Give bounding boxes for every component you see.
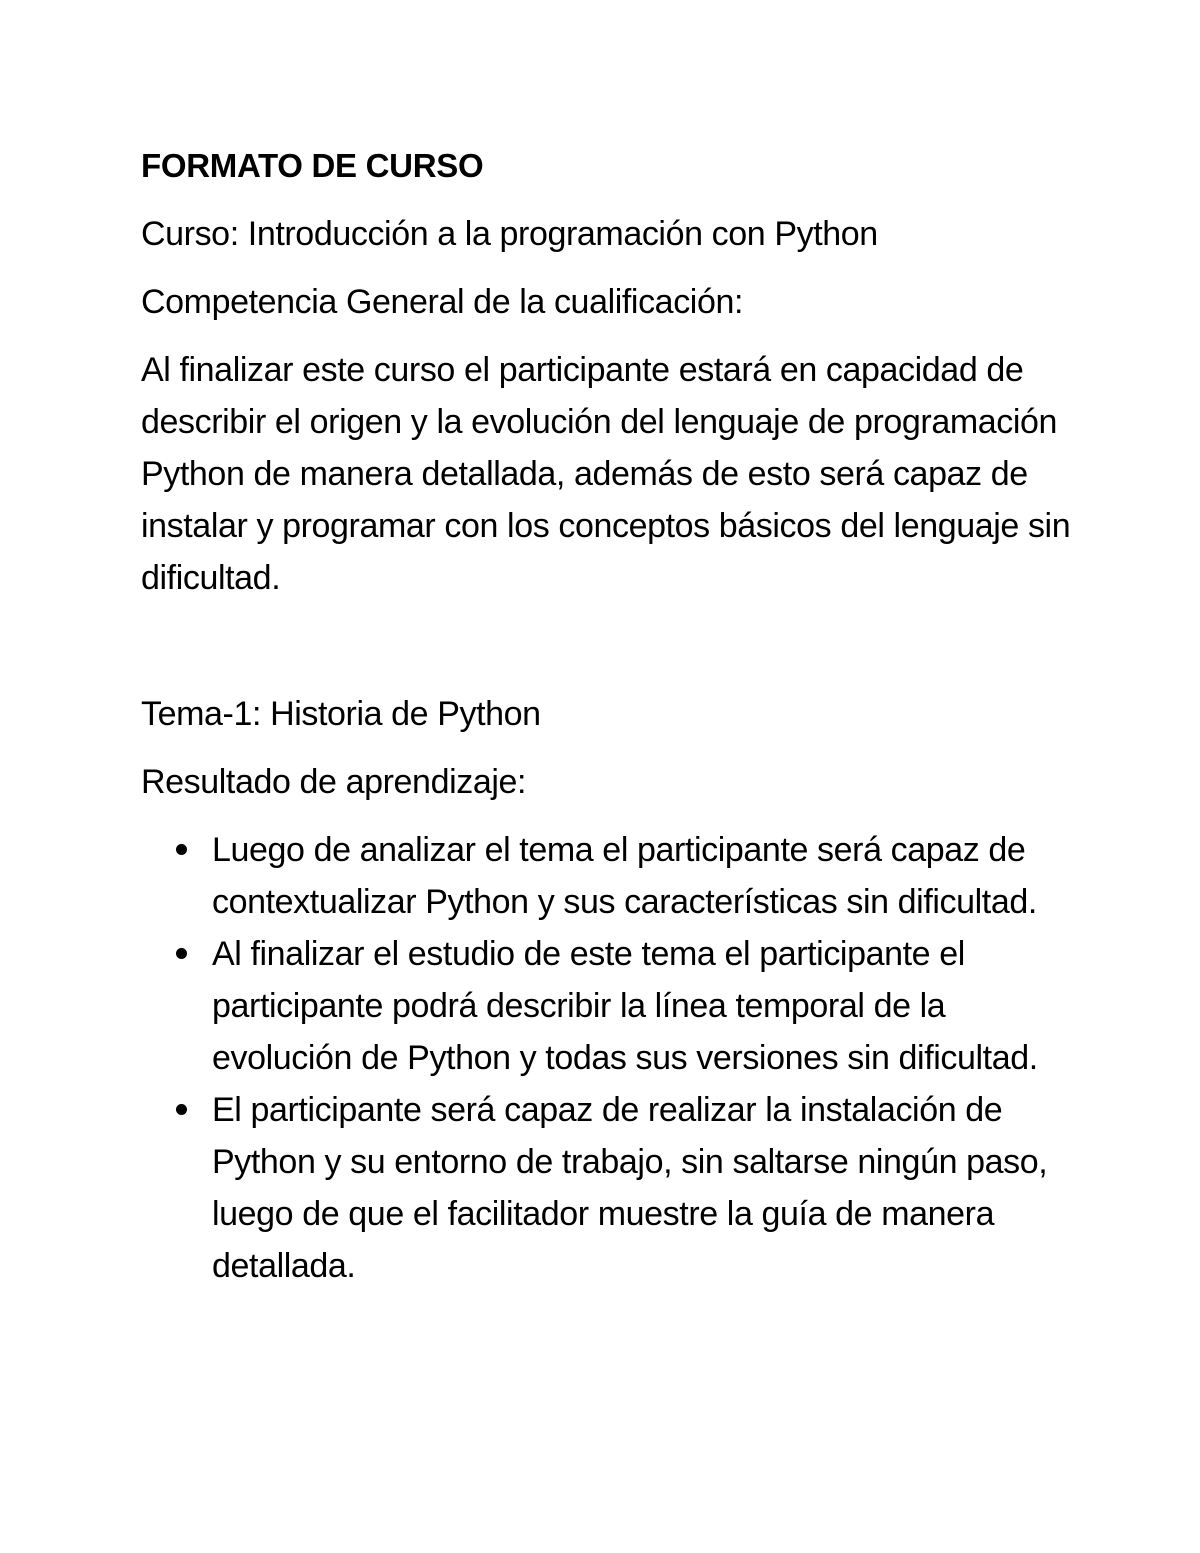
bullet-icon xyxy=(176,844,187,855)
document-title: FORMATO DE CURSO xyxy=(141,147,484,184)
topic-line: Tema-1: Historia de Python xyxy=(141,695,541,733)
outcome-heading: Resultado de aprendizaje: xyxy=(141,763,527,801)
outcome-list xyxy=(141,824,1071,1292)
list-item xyxy=(141,928,1071,1084)
competence-heading: Competencia General de la cualificación: xyxy=(141,283,744,321)
list-item xyxy=(141,824,1071,928)
competence-text: Al finalizar este curso el participante estará en capacidad de describir el origen y la evolución del lenguaje de programación Python de manera detallada, además de esto será capaz de instalar y programar con los conceptos básicos del lenguaje sin dificultad. xyxy=(141,351,1071,597)
course-line: Curso: Introducción a la programación con Python xyxy=(141,215,878,253)
list-item-text: El participante será capaz de realizar la instalación de Python y su entorno de trabajo, sin saltarse ningún paso, luego de que el facilitador muestre la guía de manera detallada. xyxy=(212,1091,1048,1285)
list-item xyxy=(141,1084,1071,1292)
bullet-icon xyxy=(176,948,187,959)
list-item-text: Al finalizar el estudio de este tema el participante el participante podrá describir la línea temporal de la evolución de Python y todas sus versiones sin dificultad. xyxy=(212,935,1038,1077)
paragraph-spacer xyxy=(141,620,1071,688)
list-item-text: Luego de analizar el tema el participante será capaz de contextualizar Python y sus características sin dificultad. xyxy=(212,831,1037,921)
document-page xyxy=(141,142,1071,1292)
bullet-icon xyxy=(176,1104,187,1115)
